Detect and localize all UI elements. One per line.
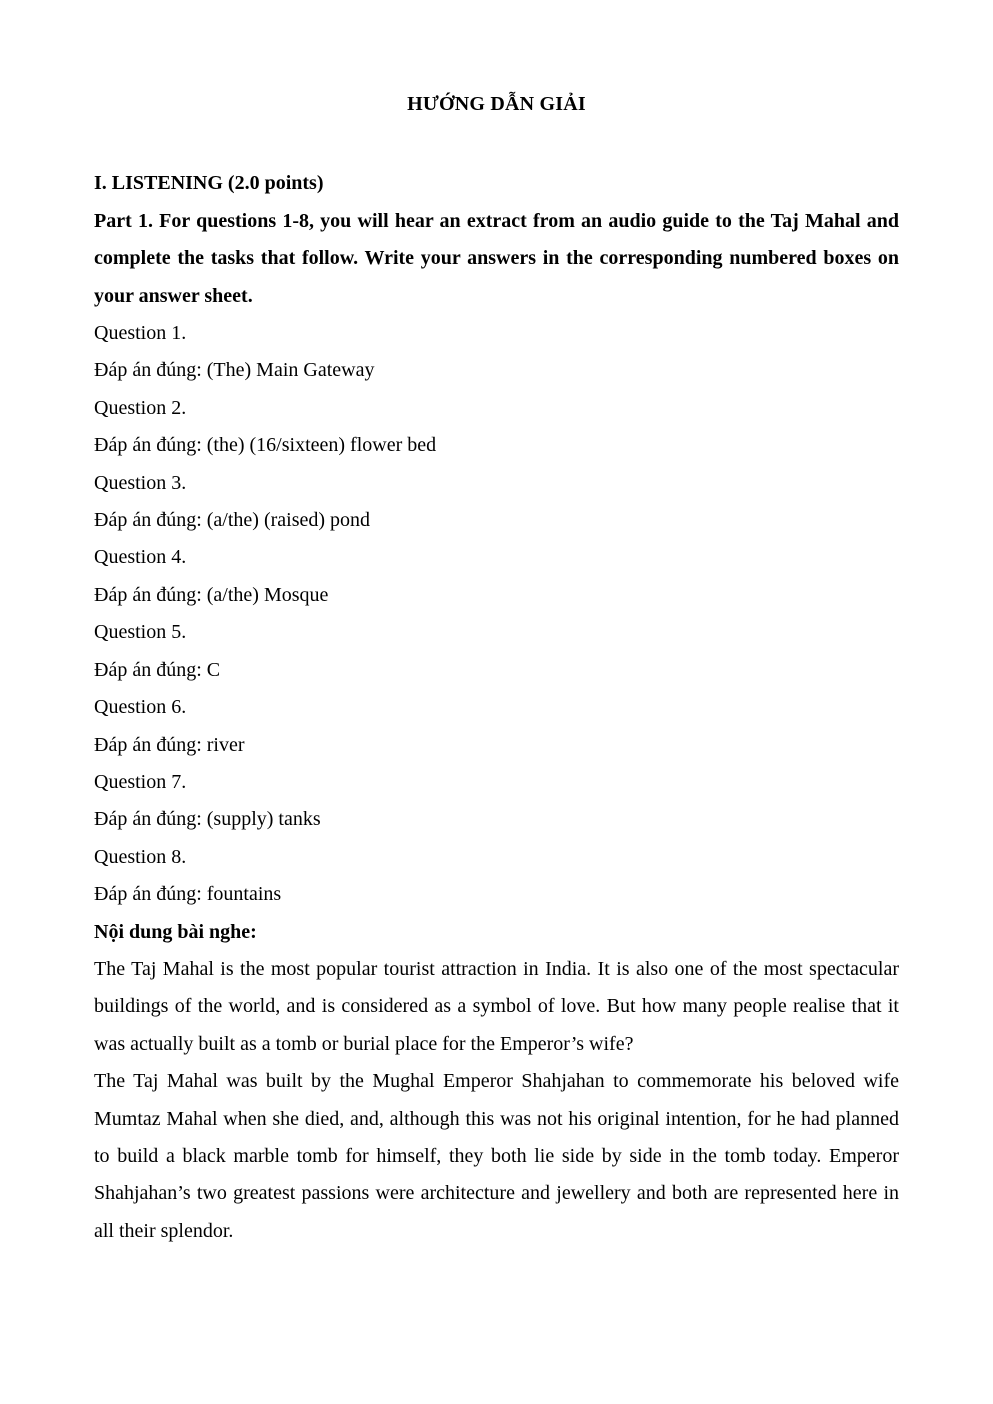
- question-label: Question 5.: [94, 621, 187, 644]
- question-answer: Đáp án đúng: C: [94, 658, 221, 681]
- question-answer: Đáp án đúng: (The) Main Gateway: [94, 359, 375, 382]
- questions-answers-list: [94, 315, 899, 914]
- question-label: Question 4.: [94, 546, 187, 569]
- question-label: Question 8.: [94, 845, 187, 868]
- question-answer: Đáp án đúng: (a/the) Mosque: [94, 583, 329, 606]
- question-answer: Đáp án đúng: fountains: [94, 883, 282, 906]
- question-answer: Đáp án đúng: (the) (16/sixteen) flower bed: [94, 434, 437, 457]
- question-label: Question 3.: [94, 471, 187, 494]
- transcript-paragraph-1: The Taj Mahal is the most popular tourist attraction in India. It is also one of the most spectacular buildings of the world, and is considered as a symbol of love. But how many people realise that it was actually built as a tomb or burial place for the Emperor’s wife?: [94, 957, 899, 1055]
- transcript-paragraph-2: The Taj Mahal was built by the Mughal Emperor Shahjahan to commemorate his beloved wife Mumtaz Mahal when she died, and, although this was not his original intention, for he had planned to build a black marble tomb for himself, they both lie side by side in the tomb today. Emperor Shahjahan’s two greatest passions were architecture and jewellery and both are represented here in all their splendor.: [94, 1070, 899, 1242]
- question-label: Question 1.: [94, 322, 187, 345]
- transcript-heading: Nội dung bài nghe:: [94, 920, 257, 943]
- question-label: Question 2.: [94, 396, 187, 419]
- part1-instructions: Part 1. For questions 1-8, you will hear an extract from an audio guide to the Taj Mahal and complete the tasks that follow. Write your answers in the corresponding numbered boxes on your answer sheet.: [94, 209, 899, 307]
- listening-section-heading: I. LISTENING (2.0 points): [94, 172, 324, 195]
- question-answer: Đáp án đúng: river: [94, 733, 245, 756]
- question-answer: Đáp án đúng: (supply) tanks: [94, 808, 321, 831]
- question-answer: Đáp án đúng: (a/the) (raised) pond: [94, 509, 371, 532]
- question-label: Question 7.: [94, 770, 187, 793]
- question-label: Question 6.: [94, 696, 187, 719]
- document-title: HƯỚNG DẪN GIẢI: [407, 93, 586, 115]
